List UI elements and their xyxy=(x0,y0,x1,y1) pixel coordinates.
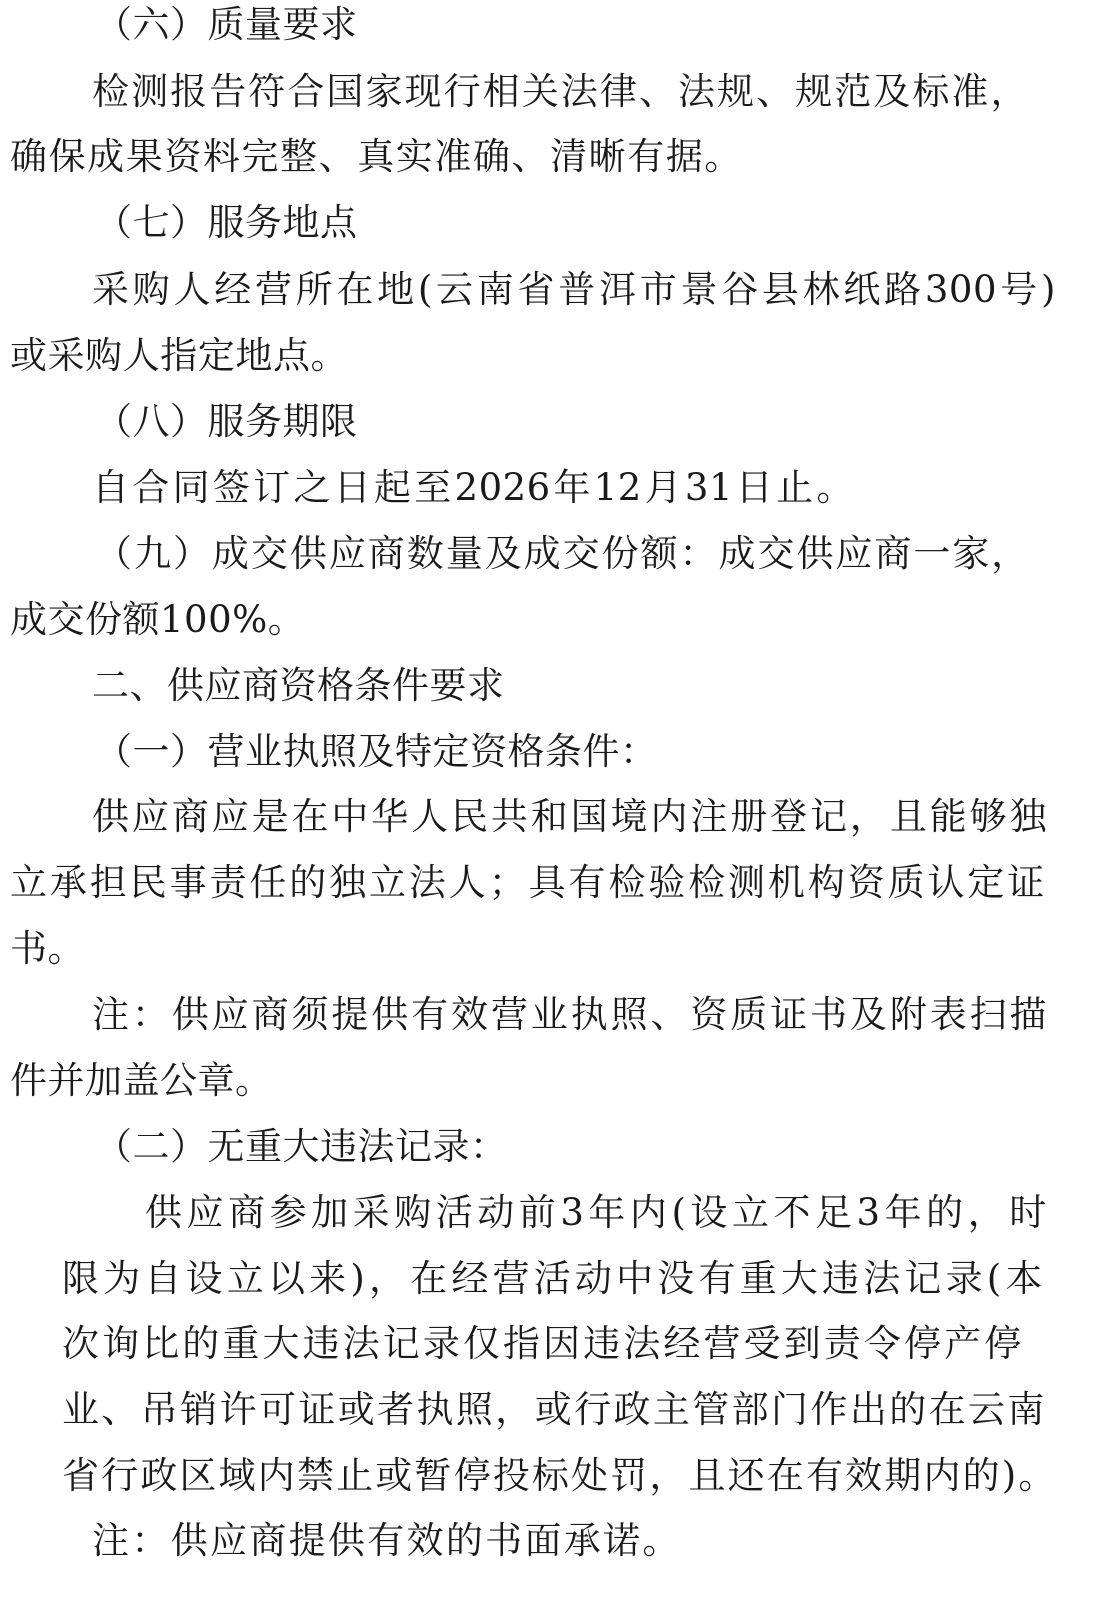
section-heading-license: （一）营业执照及特定资格条件： xyxy=(95,730,658,773)
paragraph-line: 确 保 成 果 资 料 完 整 、 真 实 准 确 、 清 晰 有 据 。 xyxy=(10,135,742,178)
section-heading-period: （八）服务期限 xyxy=(95,400,358,443)
paragraph-line: 立 承 担 民 事 责 任 的 独 立 法 人 ； 具 有 检 验 检 测 机 构 资 质 认 定 证 xyxy=(10,861,1045,904)
paragraph-line: 供 应 商 应 是 在 中 华 人 民 共 和 国 境 内 注 册 登 记 ， 且 能 够 独 xyxy=(92,795,1047,838)
paragraph-line: 自 合 同 签 订 之 日 起 至 2026 年 12 月 31 日 止 。 xyxy=(92,466,854,509)
section-heading-no-violation: （二）无重大违法记录： xyxy=(95,1125,508,1168)
paragraph-line: 业 、 吊 销 许 可 证 或 者 执 照 ， 或 行 政 主 管 部 门 作 出 的 在 云 南 xyxy=(62,1388,1045,1431)
note-line: 件 并 加 盖 公 章 。 xyxy=(10,1059,273,1102)
note-line: 注 ： 供 应 商 须 提 供 有 效 营 业 执 照 、 资 质 证 书 及 附 表 扫 描 xyxy=(92,993,1047,1036)
paragraph-line: 限 为 自 设 立 以 来 ) ， 在 经 营 活 动 中 没 有 重 大 违 法 记 录 ( 本 xyxy=(62,1257,1043,1300)
note-line: 注 ： 供 应 商 提 供 有 效 的 书 面 承 诺 。 xyxy=(92,1519,680,1562)
section-heading-location: （七）服务地点 xyxy=(95,201,358,244)
paragraph-line: 书 。 xyxy=(10,927,85,970)
section-heading-quality: （六）质量要求 xyxy=(95,3,358,46)
paragraph-line: 采 购 人 经 营 所 在 地 ( 云 南 省 普 洱 市 景 谷 县 林 纸 路 300 号 ) xyxy=(92,268,1056,311)
paragraph-line: 检 测 报 告 符 合 国 家 现 行 相 关 法 律 、 法 规 、 规 范 及 标 准 ， xyxy=(92,70,1028,113)
paragraph-line: （ 九 ） 成 交 供 应 商 数 量 及 成 交 份 额 ： 成 交 供 应 商 一 家 ， xyxy=(95,532,1029,575)
chapter-heading-qualification: 二、供应商资格条件要求 xyxy=(92,664,505,707)
paragraph-line: 成 交 份 额 100% 。 xyxy=(10,598,306,641)
paragraph-line: 供 应 商 参 加 采 购 活 动 前 3 年 内 ( 设 立 不 足 3 年 的 ， 时 xyxy=(145,1191,1047,1234)
paragraph-line: 省 行 政 区 域 内 禁 止 或 暂 停 投 标 处 罚 ， 且 还 在 有 效 期 内 的 ) 。 xyxy=(62,1454,1056,1497)
paragraph-line: 次 询 比 的 重 大 违 法 记 录 仅 指 因 违 法 经 营 受 到 责 令 停 产 停 xyxy=(62,1322,1022,1365)
paragraph-line: 或 采 购 人 指 定 地 点 。 xyxy=(10,334,348,377)
